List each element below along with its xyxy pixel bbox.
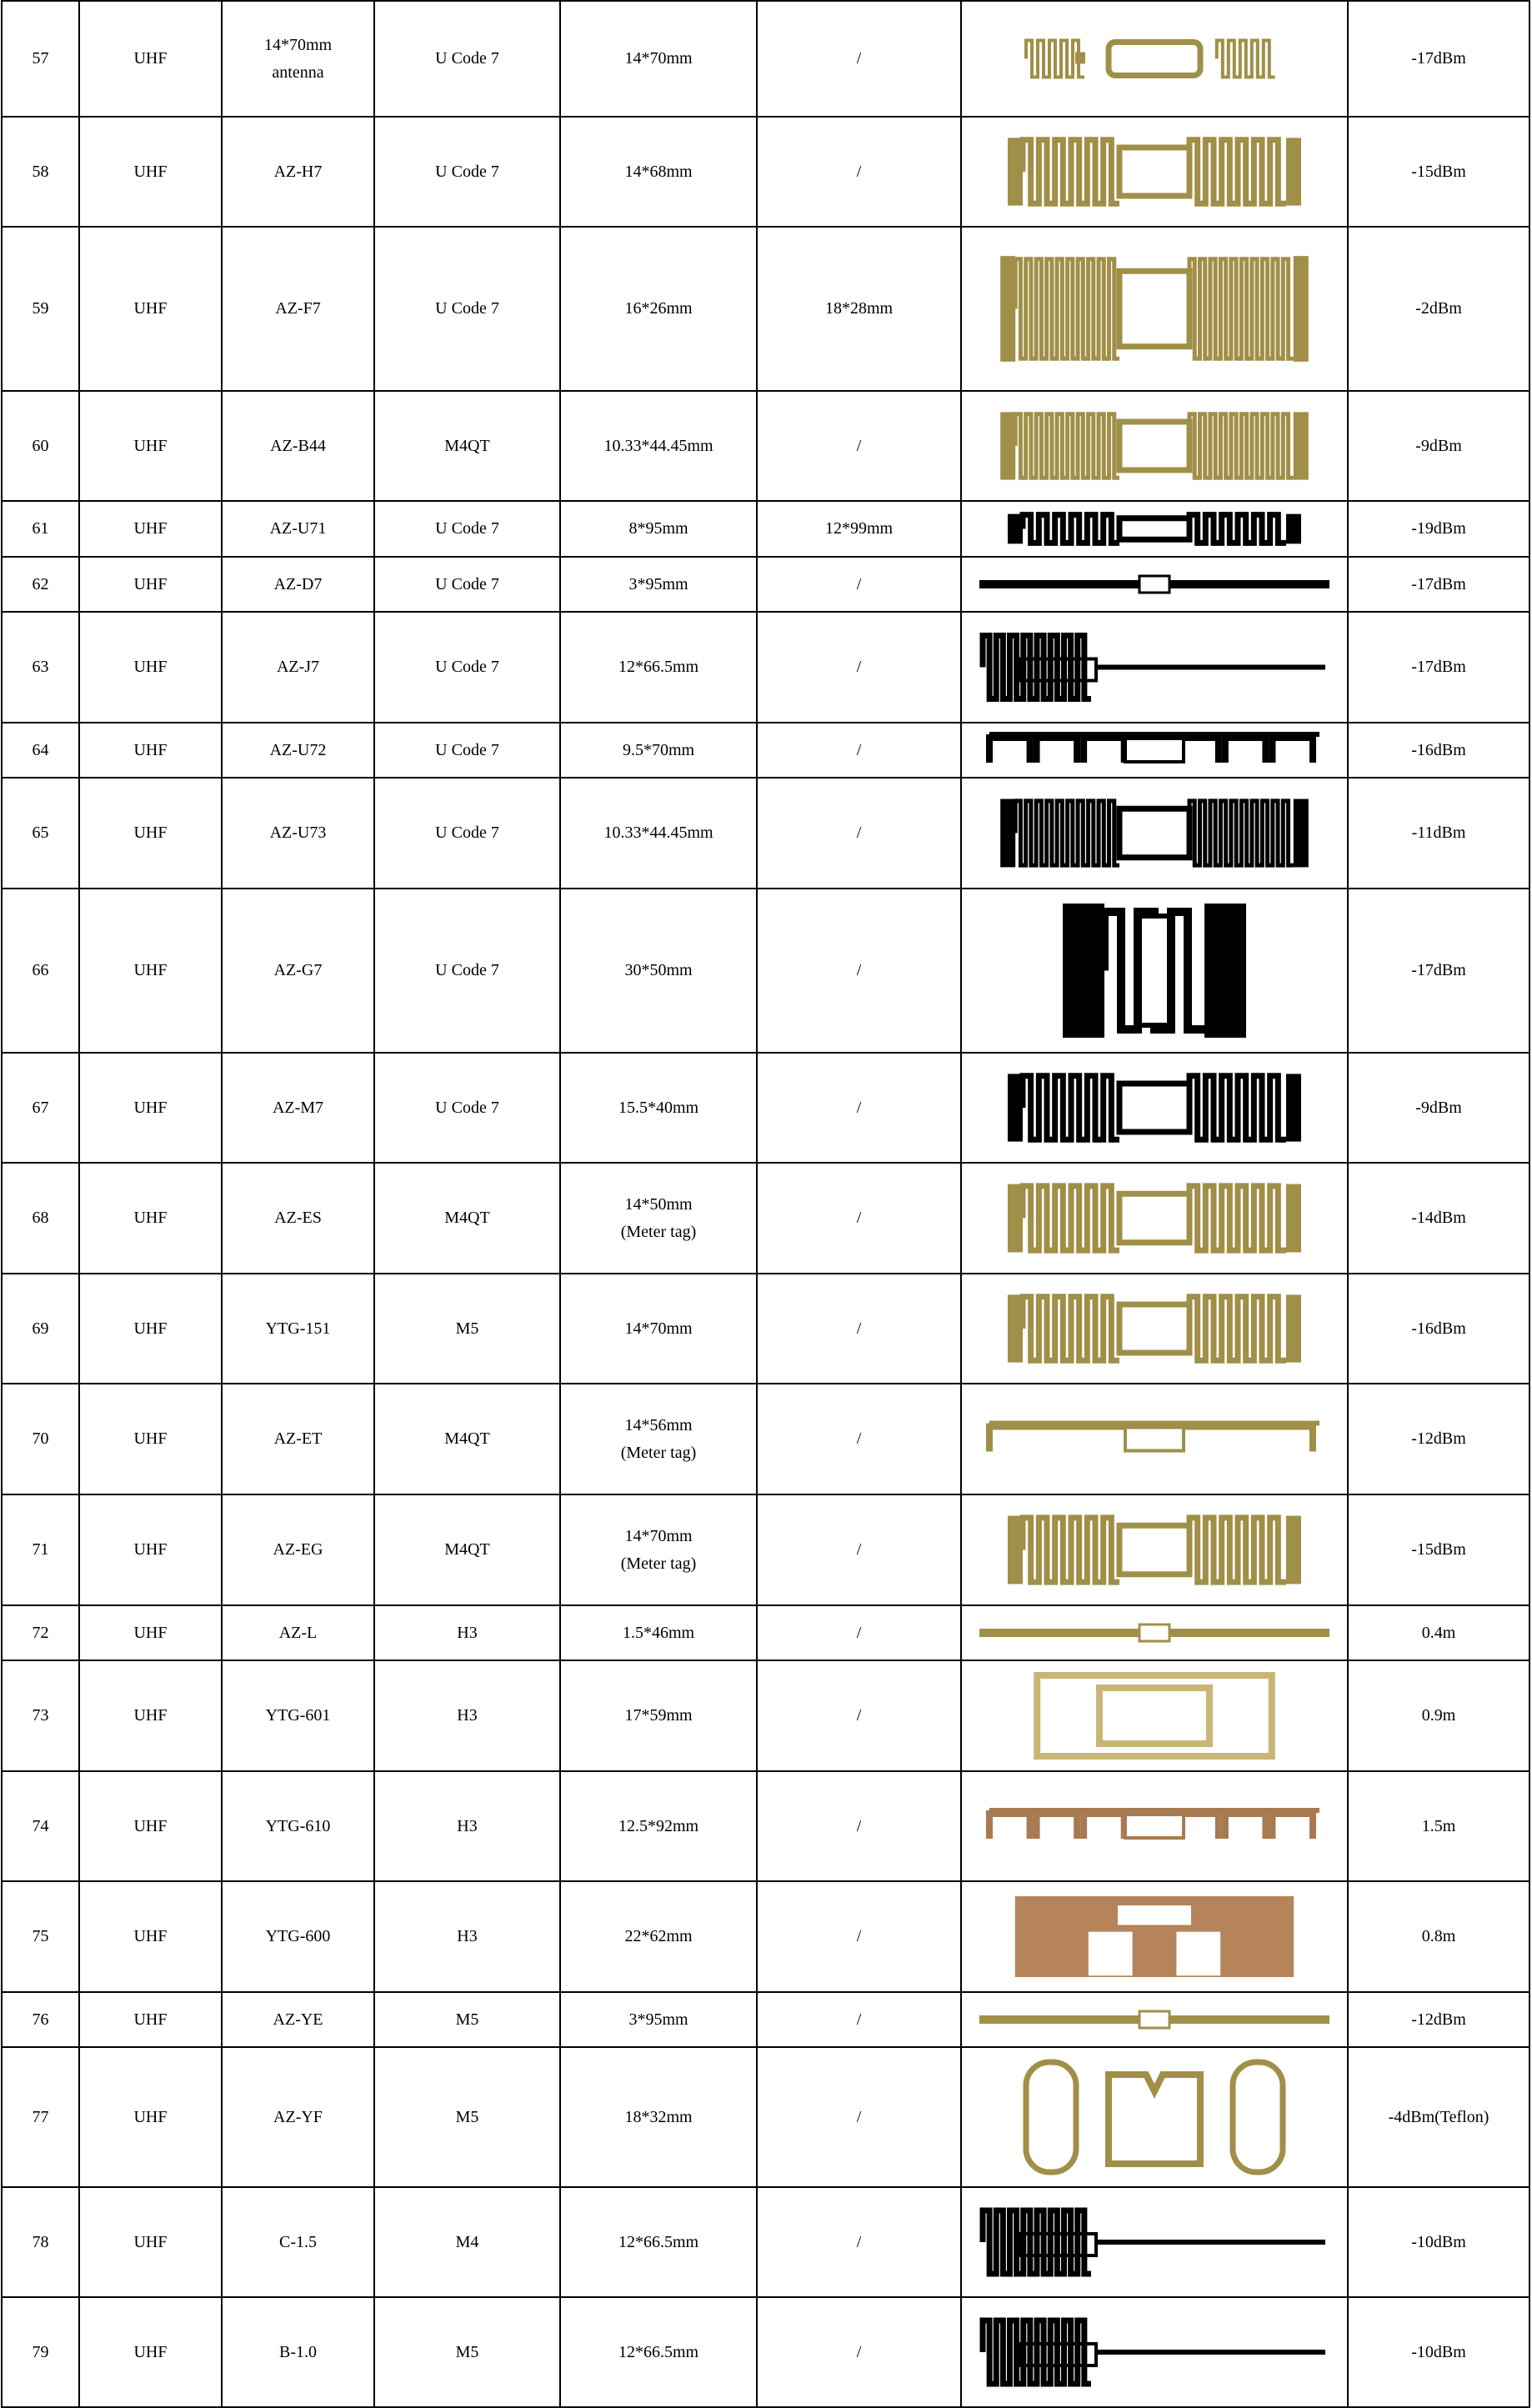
antenna-size-line: (Meter tag) bbox=[620, 1554, 697, 1573]
read-sensitivity: 0.8m bbox=[1348, 1881, 1529, 1992]
model-name-line: B-1.0 bbox=[279, 2342, 317, 2361]
tag-spec-table bbox=[1, 0, 1530, 2408]
tag-image-cell bbox=[961, 2187, 1348, 2297]
inlay-size: 18*28mm bbox=[757, 227, 961, 391]
model-name-line: AZ-U71 bbox=[269, 519, 327, 538]
model-name-line: YTG-151 bbox=[265, 1319, 331, 1338]
inlay-size: 12*99mm bbox=[757, 501, 961, 557]
antenna-size-line: 14*70mm bbox=[624, 49, 693, 68]
model-name bbox=[222, 2047, 374, 2187]
row-number: 71 bbox=[2, 1494, 79, 1605]
read-sensitivity: 1.5m bbox=[1348, 1771, 1529, 1881]
inlay-size: / bbox=[757, 1881, 961, 1992]
tag-image-cell bbox=[961, 2297, 1348, 2407]
table-row bbox=[2, 1163, 1529, 1274]
inlay-size: / bbox=[757, 557, 961, 612]
frequency-band: UHF bbox=[79, 227, 222, 391]
model-name bbox=[222, 1274, 374, 1384]
model-name-line: AZ-U72 bbox=[269, 740, 327, 759]
frequency-band: UHF bbox=[79, 2047, 222, 2187]
antenna-size bbox=[560, 2187, 757, 2297]
model-name-line: antenna bbox=[272, 63, 324, 82]
read-sensitivity: -16dBm bbox=[1348, 1274, 1529, 1384]
model-name bbox=[222, 1992, 374, 2047]
read-sensitivity: -10dBm bbox=[1348, 2187, 1529, 2297]
chip-name: U Code 7 bbox=[374, 889, 560, 1053]
antenna-size-line: 18*32mm bbox=[624, 2107, 693, 2126]
model-name bbox=[222, 557, 374, 612]
table-row bbox=[2, 778, 1529, 889]
frequency-band: UHF bbox=[79, 1163, 222, 1274]
read-sensitivity: -19dBm bbox=[1348, 501, 1529, 557]
tag-image-cell bbox=[961, 1384, 1348, 1494]
row-number: 70 bbox=[2, 1384, 79, 1494]
antenna-drawing bbox=[971, 123, 1338, 220]
table-row bbox=[2, 117, 1529, 227]
model-name bbox=[222, 723, 374, 778]
model-name bbox=[222, 1660, 374, 1771]
model-name bbox=[222, 1053, 374, 1163]
antenna-drawing bbox=[971, 1667, 1338, 1765]
model-name bbox=[222, 117, 374, 227]
antenna-size bbox=[560, 778, 757, 889]
inlay-size: / bbox=[757, 778, 961, 889]
model-name-line: AZ-G7 bbox=[273, 961, 323, 979]
model-name-line: AZ-L bbox=[278, 1623, 318, 1642]
model-name bbox=[222, 889, 374, 1053]
frequency-band: UHF bbox=[79, 501, 222, 557]
model-name bbox=[222, 1605, 374, 1660]
tag-image-cell bbox=[961, 1, 1348, 117]
inlay-size: / bbox=[757, 1053, 961, 1163]
inlay-size: / bbox=[757, 1771, 961, 1881]
row-number: 65 bbox=[2, 778, 79, 889]
frequency-band: UHF bbox=[79, 391, 222, 501]
row-number: 72 bbox=[2, 1605, 79, 1660]
inlay-size: / bbox=[757, 117, 961, 227]
model-name bbox=[222, 227, 374, 391]
chip-name: U Code 7 bbox=[374, 501, 560, 557]
table-row bbox=[2, 1384, 1529, 1494]
antenna-size-line: 8*95mm bbox=[628, 519, 688, 538]
model-name-line: 14*70mm bbox=[263, 35, 333, 54]
read-sensitivity: -2dBm bbox=[1348, 227, 1529, 391]
tag-image-cell bbox=[961, 1992, 1348, 2047]
inlay-size: / bbox=[757, 612, 961, 723]
inlay-size: / bbox=[757, 1274, 961, 1384]
antenna-drawing bbox=[971, 1778, 1338, 1875]
table-row bbox=[2, 1992, 1529, 2047]
frequency-band: UHF bbox=[79, 1771, 222, 1881]
row-number: 64 bbox=[2, 723, 79, 778]
antenna-size bbox=[560, 723, 757, 778]
model-name bbox=[222, 391, 374, 501]
chip-name: U Code 7 bbox=[374, 723, 560, 778]
antenna-size bbox=[560, 1771, 757, 1881]
frequency-band: UHF bbox=[79, 778, 222, 889]
chip-name: M4 bbox=[374, 2187, 560, 2297]
frequency-band: UHF bbox=[79, 117, 222, 227]
read-sensitivity: -15dBm bbox=[1348, 117, 1529, 227]
frequency-band: UHF bbox=[79, 1384, 222, 1494]
frequency-band: UHF bbox=[79, 557, 222, 612]
chip-name: M5 bbox=[374, 1274, 560, 1384]
antenna-size-line: 12.5*92mm bbox=[618, 1816, 699, 1835]
antenna-size bbox=[560, 501, 757, 557]
tag-image-cell bbox=[961, 1881, 1348, 1992]
antenna-size-line: 22*62mm bbox=[624, 1927, 693, 1945]
row-number: 73 bbox=[2, 1660, 79, 1771]
inlay-size: / bbox=[757, 1, 961, 117]
model-name-line: YTG-601 bbox=[265, 1706, 331, 1725]
read-sensitivity: 0.4m bbox=[1348, 1605, 1529, 1660]
row-number: 63 bbox=[2, 612, 79, 723]
model-name bbox=[222, 612, 374, 723]
table-row bbox=[2, 391, 1529, 501]
antenna-size bbox=[560, 1881, 757, 1992]
frequency-band: UHF bbox=[79, 612, 222, 723]
antenna-size-line: 3*95mm bbox=[628, 574, 688, 593]
model-name bbox=[222, 1771, 374, 1881]
model-name-line: C-1.5 bbox=[279, 2232, 317, 2251]
read-sensitivity: -9dBm bbox=[1348, 1053, 1529, 1163]
antenna-size-line: 14*56mm bbox=[624, 1415, 693, 1434]
inlay-size: / bbox=[757, 2187, 961, 2297]
tag-image-cell bbox=[961, 227, 1348, 391]
frequency-band: UHF bbox=[79, 1605, 222, 1660]
antenna-size-line: (Meter tag) bbox=[620, 1222, 697, 1241]
table-row bbox=[2, 1053, 1529, 1163]
model-name bbox=[222, 1, 374, 117]
model-name-line: AZ-U73 bbox=[269, 824, 327, 842]
model-name-line: AZ-EG bbox=[273, 1540, 323, 1559]
frequency-band: UHF bbox=[79, 889, 222, 1053]
antenna-drawing bbox=[971, 1280, 1338, 1377]
model-name-line: AZ-ES bbox=[274, 1209, 322, 1227]
antenna-drawing bbox=[971, 729, 1338, 771]
read-sensitivity: -14dBm bbox=[1348, 1163, 1529, 1274]
read-sensitivity: -12dBm bbox=[1348, 1992, 1529, 2047]
row-number: 79 bbox=[2, 2297, 79, 2407]
antenna-size bbox=[560, 1384, 757, 1494]
antenna-size bbox=[560, 889, 757, 1053]
model-name bbox=[222, 778, 374, 889]
antenna-size bbox=[560, 557, 757, 612]
tag-image-cell bbox=[961, 117, 1348, 227]
table-row bbox=[2, 2297, 1529, 2407]
antenna-drawing bbox=[971, 2194, 1338, 2290]
antenna-drawing bbox=[971, 895, 1338, 1046]
chip-name: U Code 7 bbox=[374, 778, 560, 889]
frequency-band: UHF bbox=[79, 1274, 222, 1384]
antenna-size-line: 12*66.5mm bbox=[618, 2232, 699, 2251]
tag-image-cell bbox=[961, 1660, 1348, 1771]
table-row bbox=[2, 1274, 1529, 1384]
table-row bbox=[2, 227, 1529, 391]
antenna-size-line: 14*70mm bbox=[624, 1319, 693, 1338]
inlay-size: / bbox=[757, 1494, 961, 1605]
antenna-size bbox=[560, 1992, 757, 2047]
inlay-size: / bbox=[757, 889, 961, 1053]
frequency-band: UHF bbox=[79, 1992, 222, 2047]
row-number: 78 bbox=[2, 2187, 79, 2297]
antenna-size-line: 30*50mm bbox=[624, 961, 693, 979]
antenna-drawing bbox=[971, 2054, 1338, 2180]
table-row bbox=[2, 1494, 1529, 1605]
antenna-size-line: 12*66.5mm bbox=[618, 2342, 699, 2361]
model-name-line: AZ-YE bbox=[273, 2010, 323, 2029]
antenna-drawing bbox=[971, 508, 1338, 550]
read-sensitivity: -4dBm(Teflon) bbox=[1348, 2047, 1529, 2187]
model-name bbox=[222, 501, 374, 557]
antenna-size bbox=[560, 1, 757, 117]
table-row bbox=[2, 612, 1529, 723]
model-name-line: AZ-F7 bbox=[275, 299, 321, 318]
antenna-size-line: 10.33*44.45mm bbox=[603, 436, 713, 455]
model-name-line: AZ-B44 bbox=[270, 436, 326, 455]
chip-name: M4QT bbox=[374, 391, 560, 501]
inlay-size: / bbox=[757, 1660, 961, 1771]
row-number: 68 bbox=[2, 1163, 79, 1274]
row-number: 57 bbox=[2, 1, 79, 117]
tag-image-cell bbox=[961, 612, 1348, 723]
frequency-band: UHF bbox=[79, 1053, 222, 1163]
chip-name: H3 bbox=[374, 1771, 560, 1881]
read-sensitivity: -12dBm bbox=[1348, 1384, 1529, 1494]
table-row bbox=[2, 889, 1529, 1053]
antenna-drawing bbox=[971, 563, 1338, 605]
inlay-size: / bbox=[757, 723, 961, 778]
frequency-band: UHF bbox=[79, 1881, 222, 1992]
table-row bbox=[2, 723, 1529, 778]
antenna-size-line: 17*59mm bbox=[624, 1706, 693, 1725]
frequency-band: UHF bbox=[79, 2187, 222, 2297]
row-number: 76 bbox=[2, 1992, 79, 2047]
read-sensitivity: -17dBm bbox=[1348, 612, 1529, 723]
read-sensitivity: -17dBm bbox=[1348, 1, 1529, 117]
antenna-size-line: 3*95mm bbox=[628, 2010, 688, 2029]
chip-name: H3 bbox=[374, 1881, 560, 1992]
antenna-size bbox=[560, 1274, 757, 1384]
antenna-size-line: (Meter tag) bbox=[620, 1443, 697, 1462]
antenna-size-line: 16*26mm bbox=[624, 299, 693, 318]
row-number: 66 bbox=[2, 889, 79, 1053]
row-number: 61 bbox=[2, 501, 79, 557]
table-row bbox=[2, 1605, 1529, 1660]
antenna-size bbox=[560, 117, 757, 227]
model-name bbox=[222, 2297, 374, 2407]
tag-image-cell bbox=[961, 1163, 1348, 1274]
chip-name: M5 bbox=[374, 1992, 560, 2047]
model-name bbox=[222, 1163, 374, 1274]
antenna-drawing bbox=[971, 1612, 1338, 1654]
row-number: 58 bbox=[2, 117, 79, 227]
read-sensitivity: -17dBm bbox=[1348, 557, 1529, 612]
table-row bbox=[2, 2047, 1529, 2187]
tag-image-cell bbox=[961, 391, 1348, 501]
tag-image-cell bbox=[961, 1053, 1348, 1163]
row-number: 77 bbox=[2, 2047, 79, 2187]
chip-name: U Code 7 bbox=[374, 1053, 560, 1163]
chip-name: M5 bbox=[374, 2047, 560, 2187]
antenna-size bbox=[560, 2297, 757, 2407]
table-row bbox=[2, 1881, 1529, 1992]
table-body bbox=[2, 1, 1529, 2407]
read-sensitivity: -11dBm bbox=[1348, 778, 1529, 889]
antenna-drawing bbox=[971, 233, 1338, 384]
tag-image-cell bbox=[961, 1494, 1348, 1605]
antenna-size bbox=[560, 1053, 757, 1163]
inlay-size: / bbox=[757, 2297, 961, 2407]
antenna-size bbox=[560, 227, 757, 391]
row-number: 59 bbox=[2, 227, 79, 391]
frequency-band: UHF bbox=[79, 1660, 222, 1771]
row-number: 69 bbox=[2, 1274, 79, 1384]
model-name-line: AZ-D7 bbox=[273, 574, 323, 593]
tag-image-cell bbox=[961, 501, 1348, 557]
chip-name: M5 bbox=[374, 2297, 560, 2407]
antenna-drawing bbox=[971, 784, 1338, 882]
model-name-line: AZ-M7 bbox=[272, 1098, 324, 1117]
tag-image-cell bbox=[961, 723, 1348, 778]
antenna-size-line: 14*50mm bbox=[624, 1194, 693, 1214]
chip-name: U Code 7 bbox=[374, 557, 560, 612]
read-sensitivity: -16dBm bbox=[1348, 723, 1529, 778]
tag-image-cell bbox=[961, 778, 1348, 889]
model-name-line: YTG-610 bbox=[265, 1816, 331, 1835]
model-name-line: AZ-ET bbox=[273, 1429, 323, 1448]
tag-image-cell bbox=[961, 889, 1348, 1053]
chip-name: H3 bbox=[374, 1660, 560, 1771]
antenna-size bbox=[560, 612, 757, 723]
inlay-size: / bbox=[757, 2047, 961, 2187]
antenna-drawing bbox=[971, 8, 1338, 110]
antenna-drawing bbox=[971, 1501, 1338, 1599]
model-name bbox=[222, 1494, 374, 1605]
table-row bbox=[2, 501, 1529, 557]
read-sensitivity: -17dBm bbox=[1348, 889, 1529, 1053]
tag-image-cell bbox=[961, 1771, 1348, 1881]
tag-image-cell bbox=[961, 1605, 1348, 1660]
row-number: 74 bbox=[2, 1771, 79, 1881]
antenna-size bbox=[560, 1605, 757, 1660]
model-name bbox=[222, 1384, 374, 1494]
tag-image-cell bbox=[961, 2047, 1348, 2187]
tag-image-cell bbox=[961, 557, 1348, 612]
antenna-drawing bbox=[971, 398, 1338, 494]
chip-name: U Code 7 bbox=[374, 1, 560, 117]
antenna-size bbox=[560, 1660, 757, 1771]
table-row bbox=[2, 1660, 1529, 1771]
inlay-size: / bbox=[757, 391, 961, 501]
table-row bbox=[2, 1771, 1529, 1881]
antenna-size-line: 10.33*44.45mm bbox=[603, 824, 713, 842]
row-number: 60 bbox=[2, 391, 79, 501]
antenna-size bbox=[560, 1163, 757, 1274]
model-name-line: YTG-600 bbox=[265, 1927, 331, 1945]
antenna-size bbox=[560, 2047, 757, 2187]
antenna-size-line: 14*68mm bbox=[624, 162, 693, 181]
frequency-band: UHF bbox=[79, 723, 222, 778]
frequency-band: UHF bbox=[79, 2297, 222, 2407]
inlay-size: / bbox=[757, 1992, 961, 2047]
model-name bbox=[222, 2187, 374, 2297]
frequency-band: UHF bbox=[79, 1, 222, 117]
inlay-size: / bbox=[757, 1605, 961, 1660]
chip-name: M4QT bbox=[374, 1494, 560, 1605]
read-sensitivity: -15dBm bbox=[1348, 1494, 1529, 1605]
antenna-drawing bbox=[971, 618, 1338, 716]
chip-name: M4QT bbox=[374, 1384, 560, 1494]
table-row bbox=[2, 1, 1529, 117]
table-row bbox=[2, 2187, 1529, 2297]
chip-name: M4QT bbox=[374, 1163, 560, 1274]
frequency-band: UHF bbox=[79, 1494, 222, 1605]
antenna-size-line: 15.5*40mm bbox=[618, 1098, 699, 1117]
model-name bbox=[222, 1881, 374, 1992]
antenna-drawing bbox=[971, 1059, 1338, 1156]
antenna-drawing bbox=[971, 1999, 1338, 2040]
read-sensitivity: -10dBm bbox=[1348, 2297, 1529, 2407]
inlay-size: / bbox=[757, 1163, 961, 1274]
antenna-drawing bbox=[971, 1888, 1338, 1985]
read-sensitivity: -9dBm bbox=[1348, 391, 1529, 501]
model-name-line: AZ-H7 bbox=[273, 162, 323, 181]
chip-name: U Code 7 bbox=[374, 117, 560, 227]
row-number: 75 bbox=[2, 1881, 79, 1992]
antenna-drawing bbox=[971, 1390, 1338, 1488]
model-name-line: AZ-J7 bbox=[276, 658, 320, 676]
chip-name: U Code 7 bbox=[374, 227, 560, 391]
antenna-drawing bbox=[971, 2304, 1338, 2400]
antenna-size bbox=[560, 391, 757, 501]
inlay-size: / bbox=[757, 1384, 961, 1494]
table-row bbox=[2, 557, 1529, 612]
antenna-drawing bbox=[971, 1169, 1338, 1267]
antenna-size-line: 9.5*70mm bbox=[622, 740, 695, 759]
antenna-size-line: 12*66.5mm bbox=[618, 658, 699, 676]
read-sensitivity: 0.9m bbox=[1348, 1660, 1529, 1771]
antenna-size-line: 1.5*46mm bbox=[622, 1623, 695, 1642]
row-number: 62 bbox=[2, 557, 79, 612]
model-name-line: AZ-YF bbox=[273, 2107, 323, 2126]
row-number: 67 bbox=[2, 1053, 79, 1163]
chip-name: U Code 7 bbox=[374, 612, 560, 723]
antenna-size-line: 14*70mm bbox=[624, 1526, 693, 1545]
chip-name: H3 bbox=[374, 1605, 560, 1660]
antenna-size bbox=[560, 1494, 757, 1605]
tag-image-cell bbox=[961, 1274, 1348, 1384]
